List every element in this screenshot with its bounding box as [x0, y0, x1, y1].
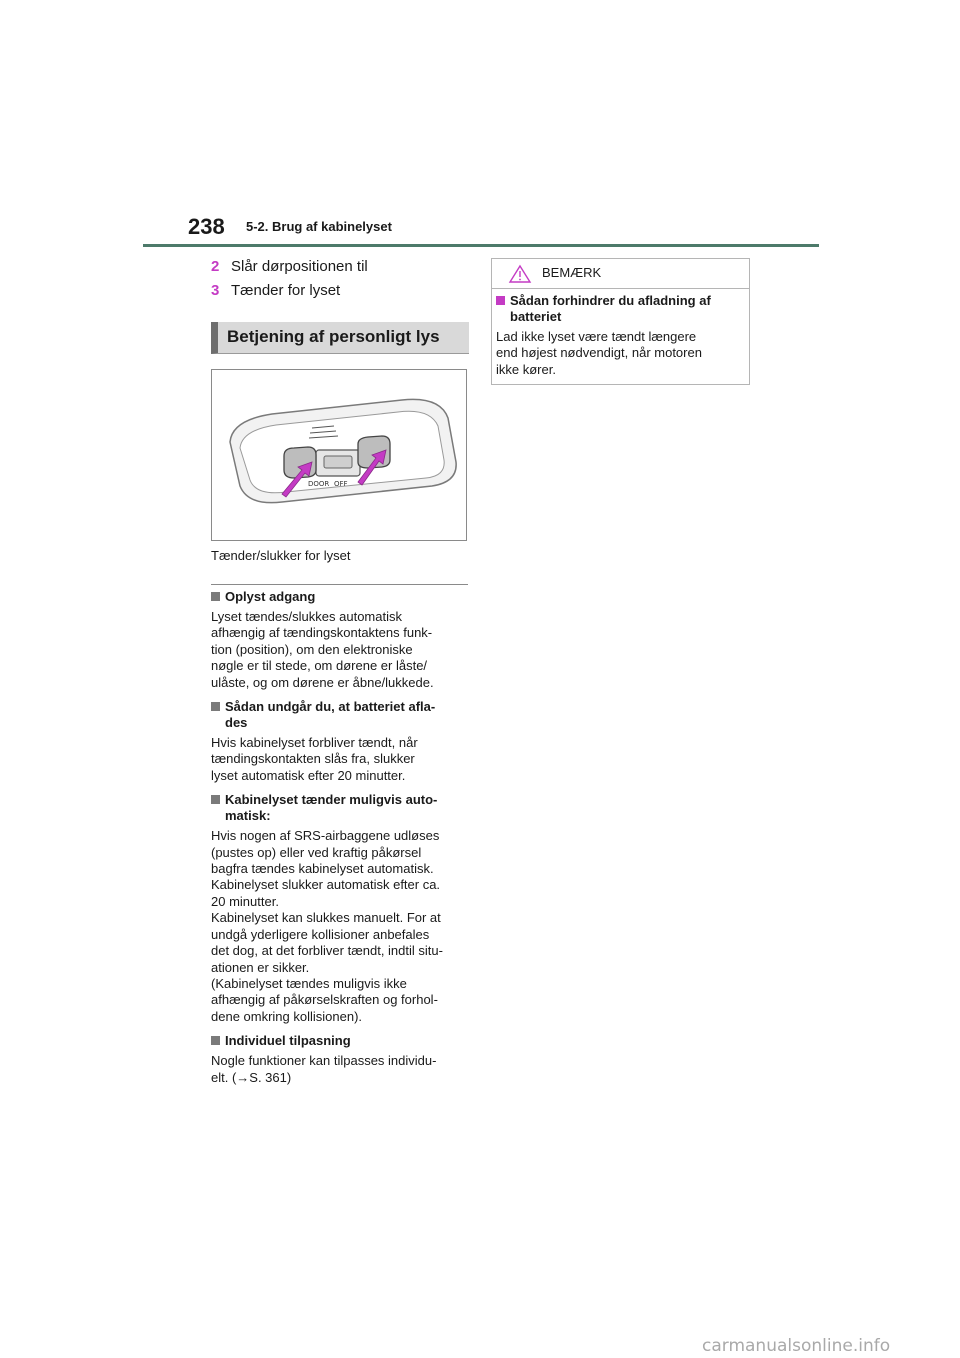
notice-box	[491, 258, 750, 385]
bullet-square-icon	[211, 592, 220, 601]
figure-caption: Tænder/slukker for lyset	[211, 548, 351, 563]
note-title: Individuel tilpasning	[225, 1033, 351, 1049]
notice-title: Sådan forhindrer du afladning af batteriet	[510, 293, 711, 324]
note-body: Hvis nogen af SRS-airbaggene udløses (pustes op) eller ved kraftig påkørsel bagfra tændes kabinelyset automatisk. Kabinelyset slukker automatisk efter ca. 20 minutter. Kabinelyset kan slukkes manuelt. For at undgå yderligere kollisioner anbefales det dog, at det forbliver tændt, indtil situ- ationen er sikker. (Kabinelyset tændes muligvis ikke afhængig af påkørselskraften og forhol- dene omkring kollisionen).	[211, 828, 443, 1024]
overhead-console-illustration	[212, 370, 466, 540]
bullet-square-icon	[211, 1036, 220, 1045]
door-label: DOOR	[308, 480, 330, 488]
bullet-square-icon	[211, 702, 220, 711]
step-text: Slår dørpositionen til	[231, 258, 368, 275]
notes-list	[211, 589, 469, 1094]
note-title: Kabinelyset tænder muligvis auto- matisk:	[225, 792, 438, 824]
bullet-square-icon	[211, 795, 220, 804]
note-item	[211, 589, 469, 691]
note-body: Nogle funktioner kan tilpasses individu- elt. (→S. 361)	[211, 1053, 437, 1085]
watermark: carmanualsonline.info	[702, 1336, 891, 1356]
note-item	[211, 699, 469, 784]
step-number: 2	[211, 258, 220, 275]
note-item	[211, 1033, 469, 1086]
section-heading	[211, 322, 469, 354]
section-title: 5-2. Brug af kabinelyset	[246, 219, 392, 234]
note-title: Oplyst adgang	[225, 589, 316, 604]
notice-header	[492, 259, 749, 289]
notice-body: Lad ikke lyset være tændt længere end højest nødvendigt, når motoren ikke kører.	[496, 329, 702, 377]
step-list	[211, 255, 471, 303]
step-item	[211, 255, 471, 279]
note-item	[211, 792, 469, 1025]
off-label: OFF	[334, 480, 348, 488]
step-number: 3	[211, 282, 220, 299]
note-body: Hvis kabinelyset forbliver tændt, når tændingskontakten slås fra, slukker lyset automatisk efter 20 minutter.	[211, 735, 418, 783]
section-heading-text: Betjening af personligt lys	[227, 327, 440, 346]
note-title: Sådan undgår du, at batteriet afla- des	[225, 699, 436, 731]
step-text: Tænder for lyset	[231, 282, 341, 299]
header-divider	[143, 244, 819, 247]
warning-triangle-icon	[508, 264, 532, 284]
notice-label: BEMÆRK	[542, 265, 602, 280]
light-switch-figure	[211, 369, 467, 541]
bullet-square-icon	[496, 296, 505, 305]
page-number: 238	[188, 214, 225, 239]
note-body: Lyset tændes/slukkes automatisk afhængig af tændingskontaktens funk- tion (position), om den elektroniske nøgle er til stede, om dørene er låste/ ulåste, og om dørene er åbne/lukkede.	[211, 609, 434, 690]
step-item	[211, 279, 471, 303]
section-divider	[211, 584, 468, 585]
